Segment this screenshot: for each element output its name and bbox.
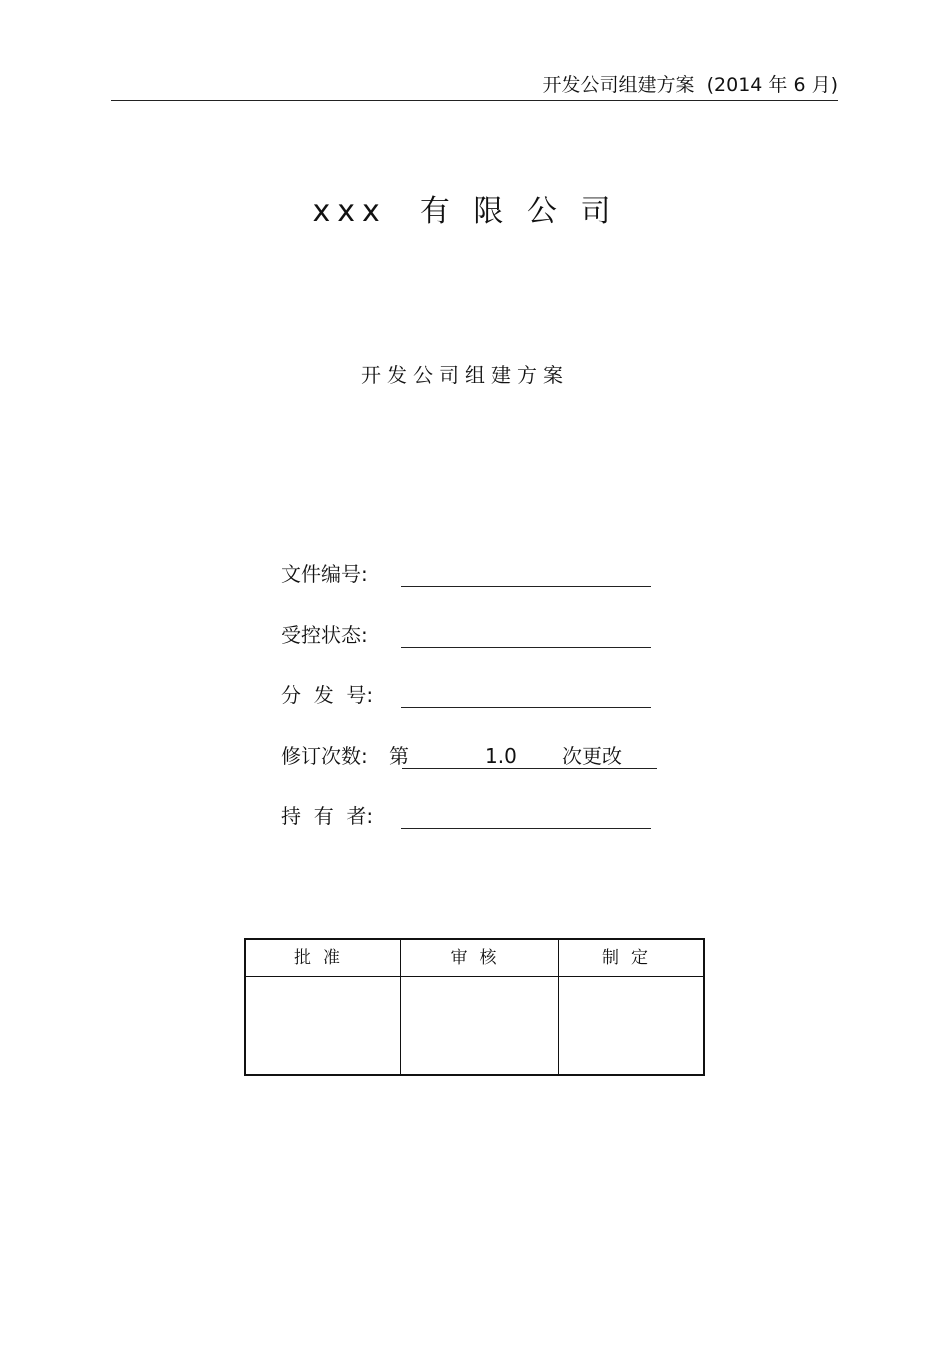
control-status-label: 受控状态: (281, 623, 368, 647)
control-status-blank-line (401, 647, 651, 648)
approval-table (244, 938, 705, 1076)
prepare-signature-cell (559, 977, 703, 1074)
header-title: 开发公司组建方案 (2014 年 6 月) (542, 74, 838, 96)
revision-value: 1.0 (485, 744, 517, 768)
revision-prefix: 第 (389, 744, 409, 768)
review-header-cell: 审核 (450, 948, 509, 968)
header-divider (111, 100, 838, 101)
review-signature-cell (401, 977, 558, 1074)
approve-signature-cell (246, 977, 400, 1074)
document-title: 开发公司组建方案 (361, 363, 569, 387)
revision-suffix: 次更改 (562, 744, 622, 768)
approve-header-cell: 批准 (294, 948, 352, 968)
revision-label: 修订次数: (281, 744, 368, 768)
distribution-number-label: 分 发 号: (281, 683, 374, 707)
company-name: xxx 有 限 公 司 (312, 194, 618, 229)
holder-blank-line (401, 828, 651, 829)
file-number-blank-line (401, 586, 651, 587)
file-number-label: 文件编号: (281, 562, 368, 586)
distribution-number-blank-line (401, 707, 651, 708)
holder-label: 持 有 者: (281, 804, 374, 828)
prepare-header-cell: 制定 (602, 948, 660, 968)
approval-table-header-row (246, 940, 703, 977)
